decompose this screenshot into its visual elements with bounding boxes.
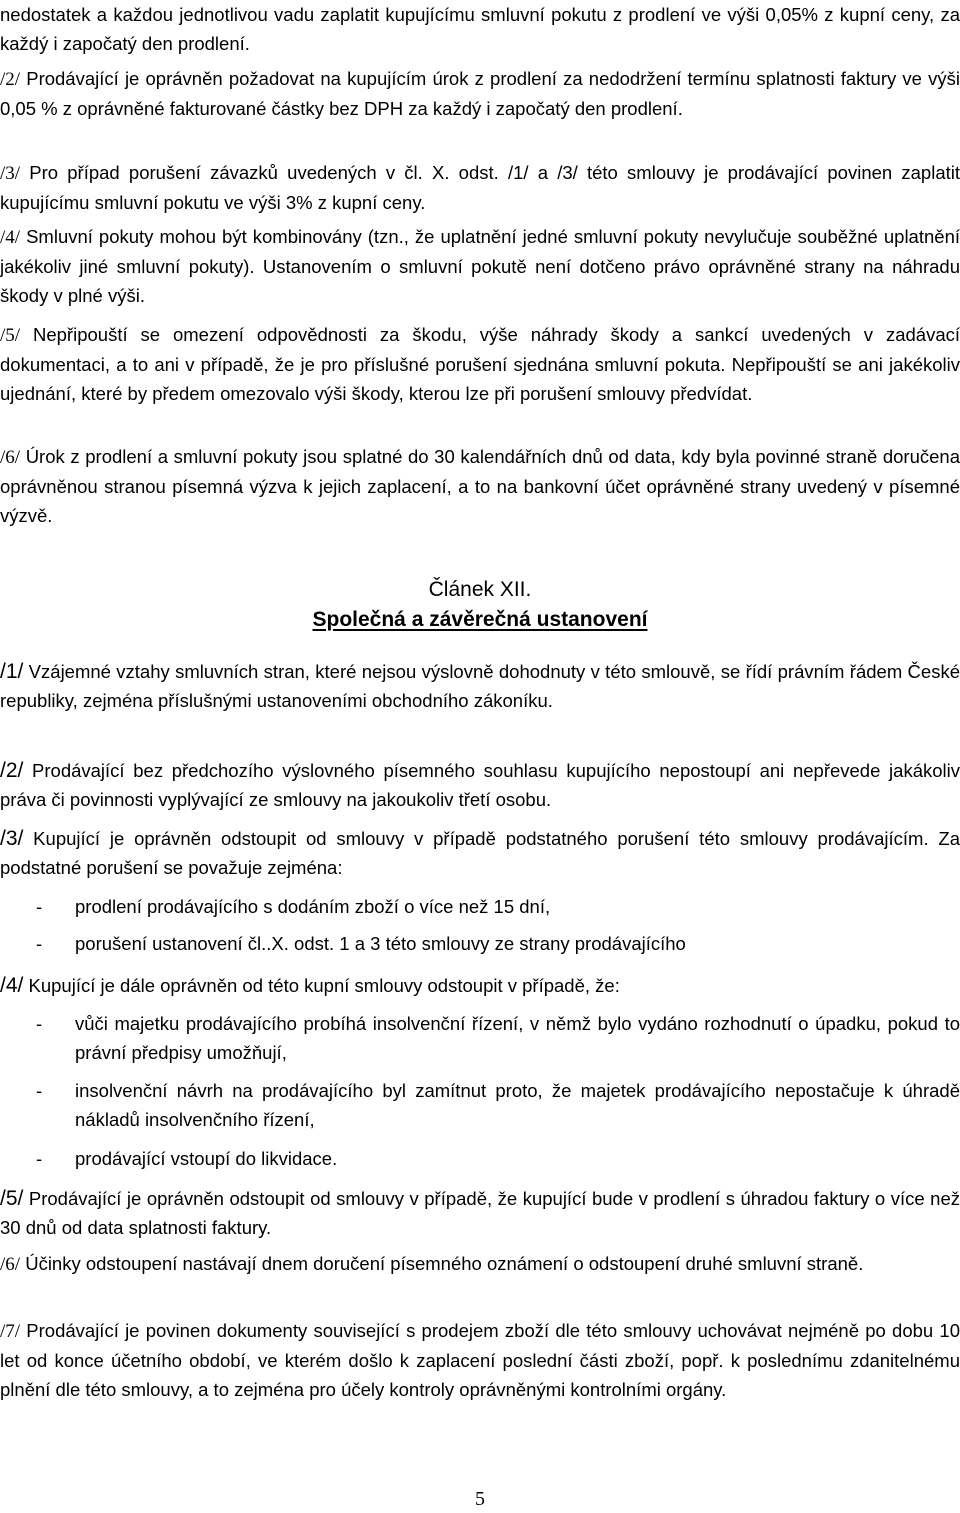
list-item bbox=[0, 1144, 960, 1173]
paragraph-text: Prodávající je oprávněn požadovat na kupujícím úrok z prodlení za nedodržení termínu splatnosti faktury ve výši 0,05 % z oprávněné fakturované částky bez DPH za každý i započatý den prodlení. bbox=[0, 68, 960, 119]
paragraph-text: Účinky odstoupení nastávají dnem doručení písemného oznámení o odstoupení druhé smluvní straně. bbox=[20, 1253, 864, 1274]
paragraph-2 bbox=[0, 64, 960, 123]
dash-bullet: - bbox=[36, 896, 43, 917]
list-item-text: porušení ustanovení čl..X. odst. 1 a 3 této smlouvy ze strany prodávajícího bbox=[75, 933, 686, 954]
list-item bbox=[0, 892, 960, 921]
paragraph-number: /3/ bbox=[0, 827, 24, 850]
paragraph-4 bbox=[0, 222, 960, 310]
xii-paragraph-5 bbox=[0, 1184, 960, 1242]
paragraph-text: Prodávající je povinen dokumenty související s prodejem zboží dle této smlouvy uchovávat nejméně po dobu 10 let od konce účetního období, ve kterém došlo k zaplacení poslední části zboží, popř. k poslednímu zdanitelnému plnění dle této smlouvy, a to zejména pro účely kontroly oprávněnými kontrolními orgány. bbox=[0, 1320, 960, 1400]
xii-paragraph-2 bbox=[0, 756, 960, 814]
xii-paragraph-3 bbox=[0, 824, 960, 882]
paragraph-number: /5/ bbox=[0, 1187, 24, 1210]
xii-paragraph-4 bbox=[0, 971, 960, 1000]
paragraph-6 bbox=[0, 442, 960, 530]
dash-bullet: - bbox=[36, 933, 43, 954]
paragraph-number: /7/ bbox=[0, 1321, 21, 1342]
xii-paragraph-6 bbox=[0, 1249, 960, 1279]
paragraph-number: /2/ bbox=[0, 759, 24, 782]
paragraph-text: Kupující je oprávněn odstoupit od smlouvy v případě podstatného porušení této smlouvy prodávajícím. Za podstatné porušení se považuje zejména: bbox=[0, 828, 960, 878]
list-item-text: prodlení prodávajícího s dodáním zboží o více než 15 dní, bbox=[75, 896, 551, 917]
paragraph-text: Úrok z prodlení a smluvní pokuty jsou splatné do 30 kalendářních dnů od data, kdy byla povinné straně doručena oprávněnou stranou písemná výzva k jejich zaplacení, a to na bankovní účet oprávněné strany uvedený v písemné výzvě. bbox=[0, 446, 960, 526]
paragraph-text: nedostatek a každou jednotlivou vadu zaplatit kupujícímu smluvní pokutu z prodlení ve výši 0,05% z kupní ceny, za každý i započatý den prodlení. bbox=[0, 4, 960, 54]
list-item bbox=[0, 1076, 960, 1134]
paragraph-number: /4/ bbox=[0, 974, 24, 997]
paragraph-5 bbox=[0, 320, 960, 408]
paragraph-text: Vzájemné vztahy smluvních stran, které nejsou výslovně dohodnuty v této smlouvě, se řídí právním řádem České republiky, zejména příslušnými ustanoveními obchodního zákoníku. bbox=[0, 661, 960, 711]
paragraph-text: Kupující je dále oprávněn od této kupní smlouvy odstoupit v případě, že: bbox=[23, 975, 620, 996]
dash-bullet: - bbox=[36, 1013, 43, 1034]
page-number: 5 bbox=[475, 1488, 485, 1510]
paragraph-number: /5/ bbox=[0, 325, 21, 346]
article-subtitle: Společná a závěrečná ustanovení bbox=[312, 608, 648, 631]
dash-bullet: - bbox=[36, 1148, 43, 1169]
dash-bullet: - bbox=[36, 1080, 43, 1101]
paragraph-number: /4/ bbox=[0, 227, 21, 248]
list-item bbox=[0, 1009, 960, 1067]
list-item-text: insolvenční návrh na prodávajícího byl zamítnut proto, že majetek prodávajícího nepostačuje k úhradě nákladů insolvenčního řízení, bbox=[75, 1080, 960, 1130]
paragraph-number: /6/ bbox=[0, 1254, 21, 1275]
paragraph-continuation bbox=[0, 0, 960, 58]
paragraph-text: Nepřipouští se omezení odpovědnosti za škodu, výše náhrady škody a sankcí uvedených v zadávací dokumentaci, a to ani v případě, že je pro příslušné porušení sjednána smluvní pokuta. Nepřipouští se ani jakékoliv ujednání, které by předem omezovalo výši škody, kterou lze při porušení smlouvy předvídat. bbox=[0, 324, 960, 404]
article-title: Článek XII. bbox=[428, 578, 532, 601]
paragraph-number: /6/ bbox=[0, 447, 21, 468]
paragraph-number: /3/ bbox=[0, 163, 21, 184]
list-item bbox=[0, 929, 960, 958]
paragraph-text: Prodávající je oprávněn odstoupit od smlouvy v případě, že kupující bude v prodlení s úhradou faktury o více než 30 dnů od data splatnosti faktury. bbox=[0, 1188, 960, 1238]
xii-paragraph-7 bbox=[0, 1316, 960, 1404]
xii-paragraph-1 bbox=[0, 657, 960, 715]
paragraph-number: /2/ bbox=[0, 69, 21, 90]
paragraph-text: Pro případ porušení závazků uvedených v čl. X. odst. /1/ a /3/ této smlouvy je prodávající povinen zaplatit kupujícímu smluvní pokutu ve výši 3% z kupní ceny. bbox=[0, 162, 960, 213]
paragraph-3 bbox=[0, 158, 960, 217]
list-item-text: prodávající vstoupí do likvidace. bbox=[75, 1148, 338, 1169]
list-item-text: vůči majetku prodávajícího probíhá insolvenční řízení, v němž bylo vydáno rozhodnutí o úpadku, pokud to právní předpisy umožňují, bbox=[75, 1013, 960, 1063]
paragraph-text: Smluvní pokuty mohou být kombinovány (tzn., že uplatnění jedné smluvní pokuty nevylučuje souběžné uplatnění jakékoliv jiné smluvní pokuty). Ustanovením o smluvní pokutě není dotčeno právo oprávněné strany na náhradu škody v plné výši. bbox=[0, 226, 960, 306]
paragraph-text: Prodávající bez předchozího výslovného písemného souhlasu kupujícího nepostoupí ani nepřevede jakákoliv práva či povinnosti vyplývající ze smlouvy na jakoukoliv třetí osobu. bbox=[0, 760, 960, 810]
paragraph-number: /1/ bbox=[0, 660, 24, 683]
